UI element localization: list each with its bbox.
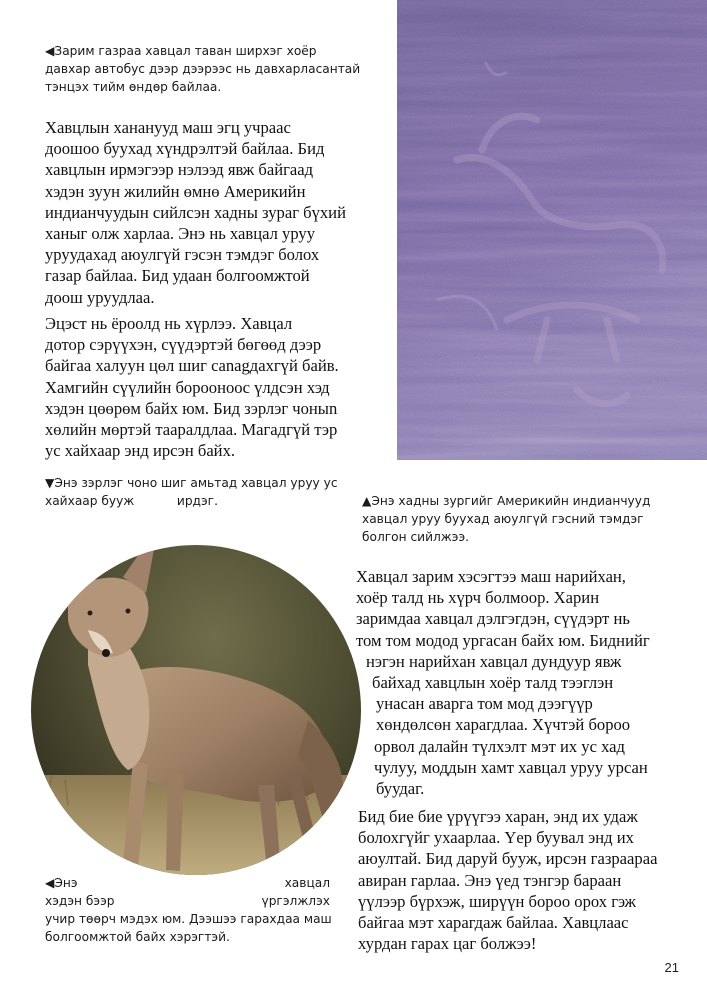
- text-line: газар байлаа. Бид удаан болгоомжтой: [45, 266, 310, 286]
- text-line: хөндөлсөн харагдлаа. Хүчтэй бороо: [376, 715, 631, 735]
- text-line: уруудахад аюулгүй гэсэн тэмдэг болох: [45, 245, 320, 265]
- text-line: аюултай. Бид даруй бууж, ирсэн газраараа: [358, 849, 658, 869]
- text-line: болохгүйг ухаарлаа. Үер буувал энд их: [358, 828, 634, 848]
- text-line: үүлээр бүрхэж, ширүүн бороо орох гэж: [358, 891, 637, 911]
- text-line: унасан аварга том мод дээгүүр: [376, 694, 593, 714]
- caption-line: болгоомжтой байх хэрэгтэй.: [45, 930, 230, 944]
- caption-text: үргэлжлэх: [261, 894, 330, 908]
- text-line: байгаа мэт харагдаж байлаа. Хавцлаас: [358, 913, 629, 933]
- text-line: индианчуудын сийлсэн хадны зураг бүхий: [45, 202, 346, 222]
- caption-text: хэдэн бээр: [45, 894, 115, 908]
- caption-text: Энэ: [54, 876, 78, 890]
- text-line: Эцэст нь ёроолд нь хүрлээ. Хавцал: [45, 314, 293, 333]
- paragraph-3: [356, 566, 650, 799]
- text-line: Хавцлын хананууд маш эгц учраас: [45, 118, 291, 137]
- text-line: байгаа халуун цөл шиг сanagдахгүй байв.: [45, 356, 339, 376]
- caption-line: болгон сийлжээ.: [362, 530, 470, 544]
- caption-line: Зарим газраа хавцал таван ширхэг хоёр: [54, 44, 317, 58]
- caption-rock-art: [362, 492, 650, 546]
- text-line: Хавцал зарим хэсэгтээ маш нарийхан,: [356, 567, 626, 586]
- text-line: авиран гарлаа. Энэ үед тэнгэр бараан: [358, 870, 622, 890]
- paragraph-2: [45, 313, 339, 461]
- text-line: чулуу, моддын хамт хавцал уруу урсан: [374, 757, 648, 777]
- text-line: байхад хавцлын хоёр талд тээглэн: [372, 673, 614, 693]
- caption-top: [45, 42, 360, 96]
- caption-marker: ▲: [362, 494, 372, 508]
- text-line: доош уруудлаа.: [45, 287, 155, 307]
- text-line: буудаг.: [376, 779, 425, 799]
- text-line: ус хайхаар энд ирсэн байх.: [45, 441, 236, 461]
- coyote-image: [28, 505, 368, 890]
- caption-marker: ◀: [45, 876, 55, 890]
- rock-art-photo: [397, 0, 707, 460]
- caption-line: хайхаар бууж ирдэг.: [45, 494, 218, 508]
- text-line: хөлийн мөртэй тааралдлаа. Магадгүй тэр: [45, 420, 338, 440]
- caption-line: Энэ зэрлэг чоно шиг амьтад хавцал уруу ус: [54, 476, 338, 490]
- caption-marker: ◀: [45, 44, 55, 58]
- text-line: хэдэн цөөрөм байх юм. Бид зэрлэг чоныn: [45, 398, 338, 418]
- caption-marker: ▼: [45, 476, 55, 490]
- paragraph-1: [45, 117, 346, 308]
- text-line: орвол далайн түлхэлт мэт их ус хад: [374, 736, 625, 756]
- text-line: том том модод ургасан байх юм. Биднийг: [356, 630, 650, 650]
- caption-line: хавцал уруу буухад аюулгүй гэсний тэмдэг: [362, 512, 644, 526]
- text-line: заримдаа хавцал дэлгэгдэн, сүүдэрт нь: [356, 609, 630, 629]
- rock-art-image: [397, 0, 707, 460]
- text-line: хоёр талд нь хүрч болмоор. Харин: [356, 588, 600, 608]
- text-line: хурдан гарах цаг болжээ!: [358, 934, 537, 954]
- text-line: дотор сэрүүхэн, сүүдэртэй бөгөөд дээр: [45, 335, 322, 355]
- text-line: хэдэн зуун жилийн өмнө Америкийн: [45, 181, 306, 201]
- caption-line: тэнцэх тийм өндөр байлаа.: [45, 80, 222, 94]
- coyote-photo: [28, 505, 368, 890]
- caption-coyote-below: [45, 874, 330, 946]
- text-line: Бид бие бие үрүүгээ харан, энд их удаж: [358, 807, 638, 826]
- text-line: хавцлын ирмэгээр нэлээд явж байгаад: [45, 160, 314, 180]
- page-number: 21: [664, 960, 679, 975]
- text-line: Хамгийн сүүлийн бороонооc үлдсэн хэд: [45, 377, 330, 397]
- caption-line: давхар автобус дээр дээрээс нь давхарласантай: [45, 62, 361, 76]
- text-line: ханыг олж харлаа. Энэ нь хавцал уруу: [45, 224, 315, 244]
- text-line: нэгэн нарийхан хавцал дундуур явж: [366, 651, 622, 671]
- caption-line: Энэ хадны зургийг Америкийн индианчууд: [371, 494, 651, 508]
- caption-text: хавцал: [284, 876, 330, 890]
- text-line: доошоо буухад хүндрэлтэй байлаа. Бид: [45, 139, 325, 159]
- paragraph-4: [358, 806, 657, 954]
- caption-line: учир төөрч мэдэх юм. Дээшээ гарахдаа маш: [45, 912, 332, 926]
